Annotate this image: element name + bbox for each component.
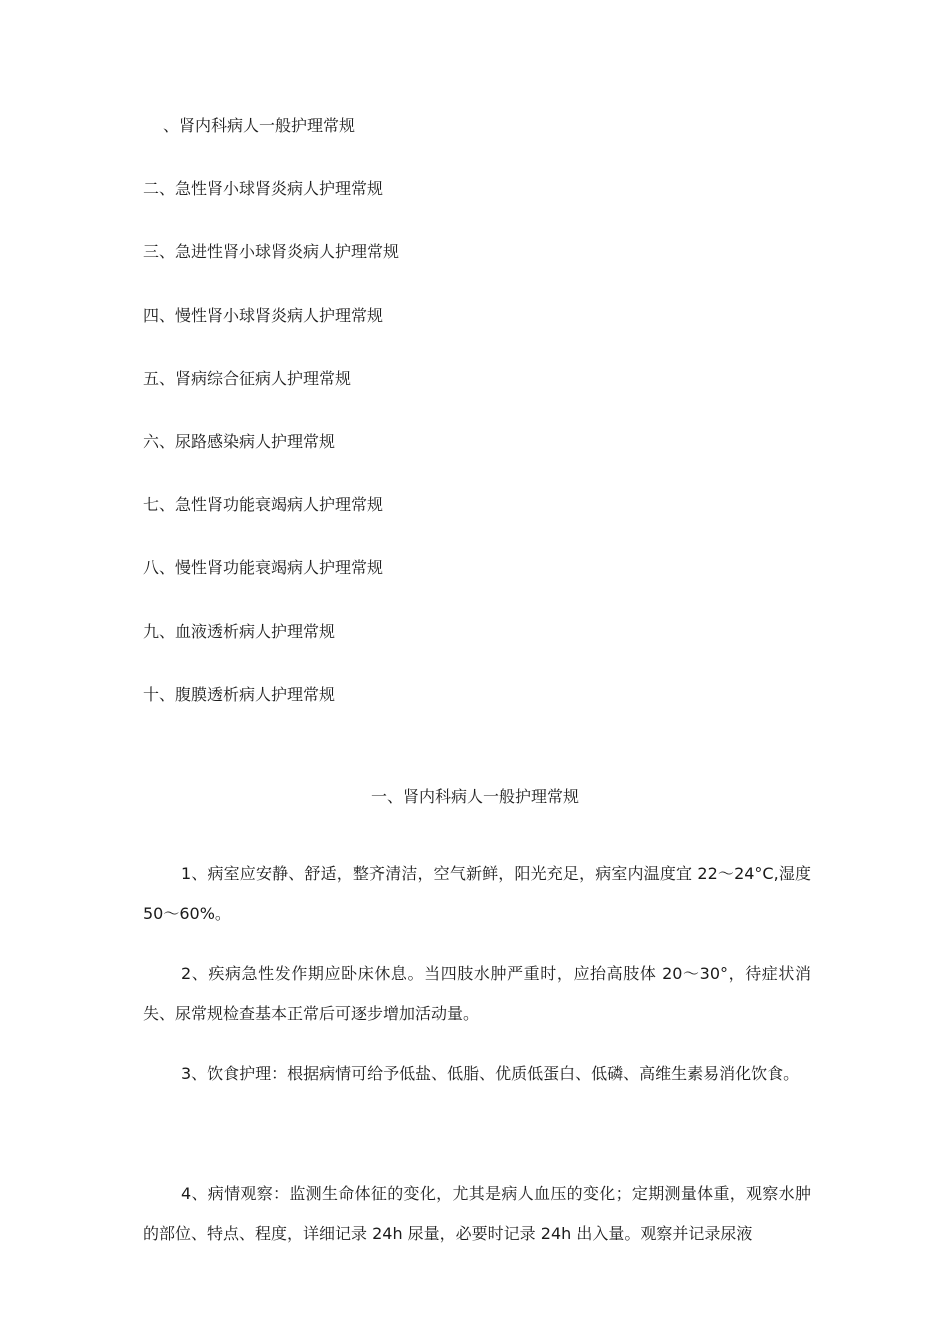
toc-item: 四、慢性肾小球肾炎病人护理常规 <box>143 305 384 325</box>
toc-item: 十、腹膜透析病人护理常规 <box>143 684 336 704</box>
paragraph: 2、疾病急性发作期应卧床休息。当四肢水肿严重时，应抬高肢体 20～30°，待症状消失、尿常规检查基本正常后可逐步增加活动量。 <box>143 964 811 1023</box>
section-title: 一、肾内科病人一般护理常规 <box>370 787 579 806</box>
paragraph: 4、病情观察：监测生命体征的变化，尤其是病人血压的变化；定期测量体重，观察水肿的部位、特点、程度，详细记录 24h 尿量，必要时记录 24h 出入量。观察并记录尿液 <box>143 1184 811 1243</box>
toc-item: 九、血液透析病人护理常规 <box>143 621 336 641</box>
paragraph: 1、病室应安静、舒适，整齐清洁，空气新鲜，阳光充足，病室内温度宜 22～24°C,湿度 50～60%。 <box>143 864 811 923</box>
paragraph: 3、饮食护理：根据病情可给予低盐、低脂、优质低蛋白、低磷、高维生素易消化饮食。 <box>181 1064 800 1083</box>
toc-item: 三、急进性肾小球肾炎病人护理常规 <box>143 242 400 262</box>
table-of-contents <box>143 112 843 744</box>
toc-item: 八、慢性肾功能衰竭病人护理常规 <box>143 558 384 578</box>
toc-item: 七、急性肾功能衰竭病人护理常规 <box>143 495 384 515</box>
toc-item: 六、尿路感染病人护理常规 <box>143 431 336 451</box>
toc-item: 、肾内科病人一般护理常规 <box>163 116 356 135</box>
toc-item: 二、急性肾小球肾炎病人护理常规 <box>143 179 384 199</box>
toc-item: 五、肾病综合征病人护理常规 <box>143 368 352 388</box>
